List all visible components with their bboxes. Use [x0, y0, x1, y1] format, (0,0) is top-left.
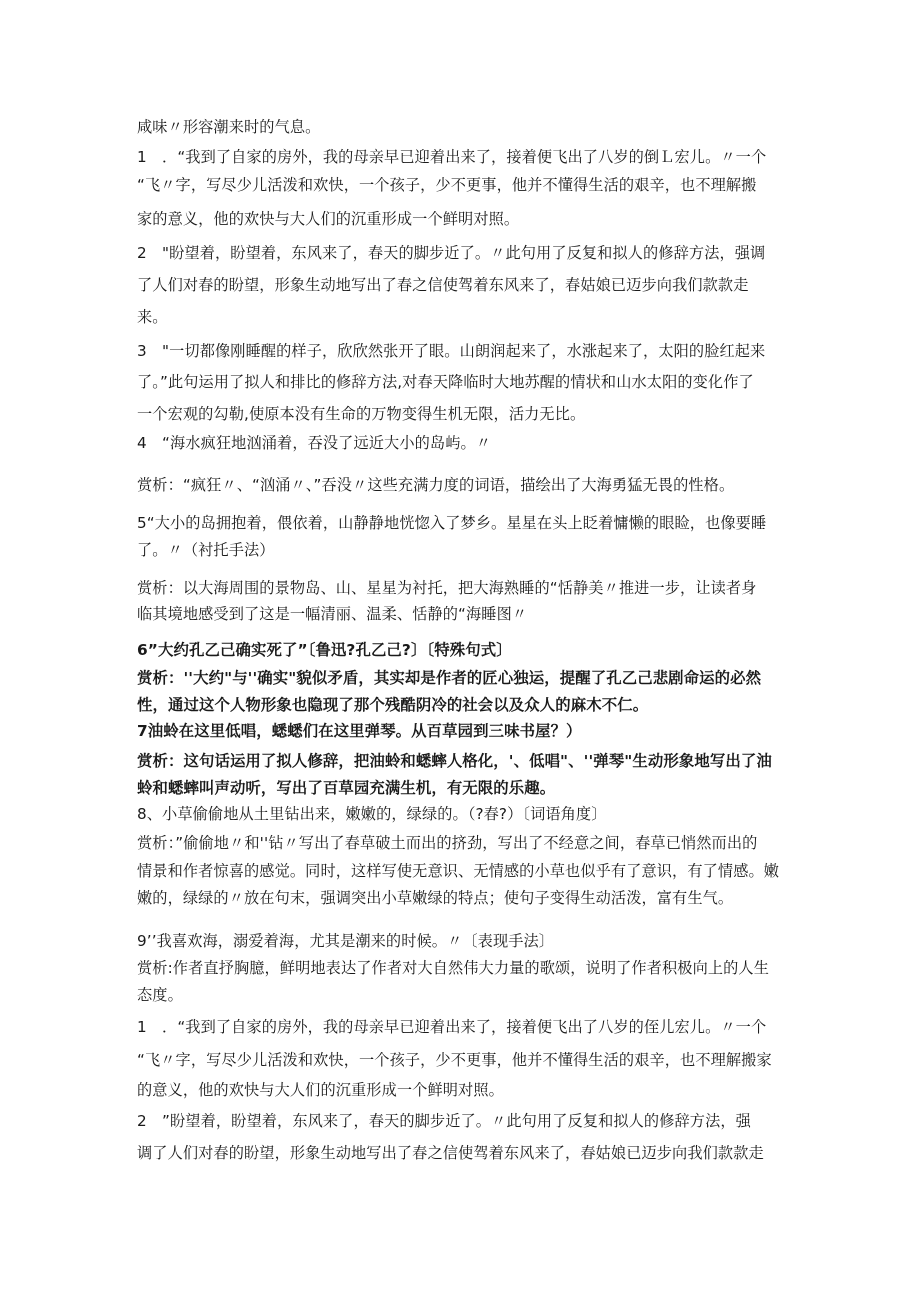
- text-line: 赏析：以大海周围的景物岛、山、星星为衬托，把大海熟睡的“恬静美〃推进一步，让读者身: [137, 579, 757, 597]
- text-line: 一个宏观的勾勒,使原本没有生命的万物变得生机无限，活力无比。: [137, 405, 586, 423]
- text-line: 8、小草偷偷地从土里钻出来，嫩嫩的，绿绿的。（?春?）〔词语角度〕: [137, 805, 607, 823]
- text-line: “飞〃字，写尽少儿活泼和欢快，一个孩子，少不更事，他并不懂得生活的艰辛，也不理解搬: [137, 176, 757, 194]
- text-line: 3 "一切都像刚睡醒的样子，欣欣然张开了眼。山朗润起来了，水涨起来了，太阳的脸红起来: [137, 342, 766, 360]
- text-line: 咸味〃形容潮来时的气息。: [137, 118, 321, 136]
- text-line: 态度。: [137, 986, 183, 1004]
- text-line-bold: 赏析：这句话运用了拟人修辞，把油蛉和蟋蟀人格化，'、低唱"、''弹琴"生动形象地写出了油: [137, 752, 772, 770]
- text-line: 的意义，他的欢快与大人们的沉重形成一个鲜明对照。: [137, 1081, 504, 1099]
- text-line: 调了人们对春的盼望，形象生动地写出了春之信使驾着东风来了，春姑娘已迈步向我们款款走: [137, 1144, 764, 1162]
- text-line: 了。〃（衬托手法）: [137, 541, 275, 559]
- text-line: 9’’我喜欢海，溺爱着海，尤其是潮来的时候。〃〔表现手法〕: [137, 932, 555, 950]
- text-line: 赏析：”偷偷地〃和''钻〃写出了春草破土而出的挤劲，写出了不经意之间，春草已悄然而出的: [137, 834, 758, 852]
- text-line: 4 “海水疯狂地汹涌着，吞没了远近大小的岛屿。〃: [137, 434, 492, 452]
- text-line-bold: 蛉和蟋蟀叫声动听，写出了百草园充满生机，有无限的乐趣。: [137, 779, 556, 797]
- text-line: 2 ”盼望着，盼望着，东风来了，春天的脚步近了。〃此句用了反复和拟人的修辞方法，强: [137, 1112, 751, 1130]
- text-line: 情景和作者惊喜的感觉。同时，这样写使无意识、无情感的小草也似乎有了意识，有了情感。嫩: [137, 862, 780, 880]
- text-line: 来。: [137, 308, 168, 326]
- text-line-bold: 赏析：''大约"与''确实"貌似矛盾，其实却是作者的匠心独运，提醒了孔乙己悲剧命运的必然: [137, 669, 762, 687]
- text-line-bold: 7油蛉在这里低唱，蟋蟋们在这里弹琴。从百草园到三味书屋？）: [137, 722, 582, 740]
- text-line: 1 ．“我到了自家的房外，我的母亲早已迎着出来了，接着便飞出了八岁的侄儿宏儿。〃一个: [137, 1018, 767, 1036]
- text-line: 家的意义，他的欢快与大人们的沉重形成一个鲜明对照。: [137, 210, 520, 228]
- text-line: “飞〃字，写尽少儿活泼和欢快，一个孩子，少不更事，他并不懂得生活的艰辛，也不理解搬家: [137, 1051, 772, 1069]
- text-line: 了人们对春的盼望，形象生动地写出了春之信使驾着东风来了，春姑娘已迈步向我们款款走: [137, 276, 749, 294]
- text-line: 1 ．“我到了自家的房外，我的母亲早已迎着出来了，接着便飞出了八岁的倒Ｌ宏儿。〃一个: [137, 148, 767, 166]
- text-line-bold: 性，通过这个人物形象也隐现了那个残酷阴冷的社会以及众人的麻木不仁。: [137, 696, 649, 714]
- text-line-bold: 6”大约孔乙己确实死了”〔鲁迅?孔乙己?〕〔特殊句式〕: [137, 641, 512, 659]
- text-line: 嫩的，绿绿的〃放在句末，强调突出小草嫩绿的特点；使句子变得生动活泼，富有生气。: [137, 889, 734, 907]
- text-line: 临其境地感受到了这是一幅清丽、温柔、恬静的“海睡图〃: [137, 605, 528, 623]
- text-line: 了。”此句运用了拟人和排比的修辞方法,对春天降临时大地苏醒的情状和山水太阳的变化作了: [137, 373, 754, 391]
- text-line: 赏析:作者直抒胸臆，鲜明地表达了作者对大自然伟大力量的歌颂，说明了作者积极向上的人生: [137, 959, 770, 977]
- text-line: 2 "盼望着，盼望着，东风来了，春天的脚步近了。〃此句用了反复和拟人的修辞方法，强调: [137, 244, 766, 262]
- text-line: 5“大小的岛拥抱着，偎依着，山静静地恍惚入了梦乡。星星在头上眨着慵懒的眼睑，也像要睡: [137, 514, 767, 532]
- text-line: 赏析：“疯狂〃、“汹涌〃、”吞没〃这些充满力度的词语，描绘出了大海勇猛无畏的性格。: [137, 476, 735, 494]
